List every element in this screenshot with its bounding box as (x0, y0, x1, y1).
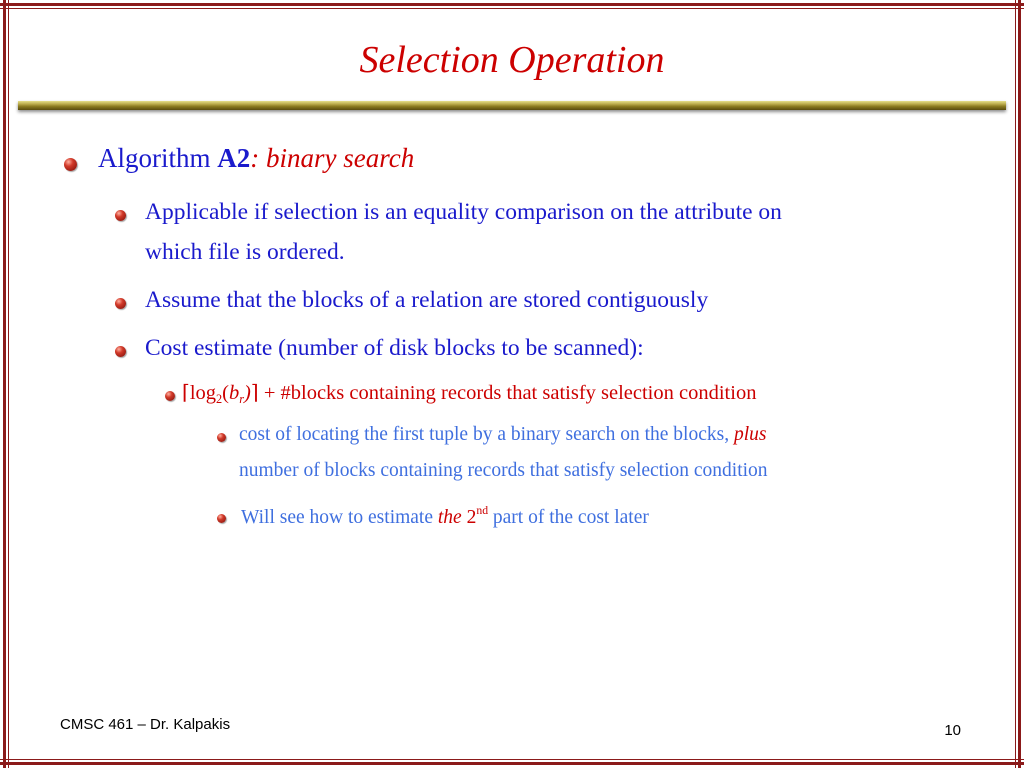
sub-bullet-applicable-line2: which file is ordered. (145, 239, 345, 265)
ceiling-right-symbol: ⌉ (250, 380, 259, 404)
formula-variable-subscript: r (239, 392, 245, 406)
algorithm-method: binary search (259, 143, 415, 173)
formula-open-paren: ( (222, 382, 229, 404)
bullet-icon (217, 433, 226, 442)
slide-border-bottom (0, 758, 1024, 768)
sub-bullet-contiguous: Assume that the blocks of a relation are stored contiguously (145, 287, 709, 313)
slide-border-top (0, 0, 1024, 10)
bullet-icon (115, 346, 126, 357)
bullet-icon (115, 298, 126, 309)
slide-number: 10 (944, 722, 961, 739)
algorithm-colon: : (250, 143, 260, 173)
formula-close-paren: ) (244, 382, 251, 404)
detail-binary-search-cost (239, 424, 766, 446)
formula-log-base: 2 (216, 392, 223, 406)
detail2-before: Will see how to estimate (241, 507, 438, 528)
detail2-ordinal: nd (476, 504, 489, 517)
formula-rest: + #blocks containing records that satisfy selection condition (258, 382, 757, 404)
cost-formula (182, 380, 756, 407)
algorithm-name: A2 (217, 143, 251, 173)
algorithm-label: Algorithm (98, 143, 218, 173)
title-divider (18, 101, 1006, 110)
bullet-algorithm-a2 (98, 143, 414, 174)
bullet-icon (115, 210, 126, 221)
detail-binary-search-cost-line2: number of blocks containing records that satisfy selection condition (239, 460, 768, 481)
formula-log: log (189, 382, 217, 404)
formula-variable: b (229, 382, 240, 404)
sub-bullet-applicable-line1: Applicable if selection is an equality comparison on the attribute on (145, 199, 782, 225)
ceiling-left-symbol: ⌈ (182, 380, 190, 404)
slide-title: Selection Operation (359, 39, 665, 81)
detail-estimate-later (241, 504, 649, 529)
bullet-icon (64, 158, 77, 171)
detail-line1-text: cost of locating the first tuple by a binary search on the blocks, (239, 424, 734, 445)
detail2-emphasis: the (437, 507, 462, 528)
sub-bullet-cost-estimate: Cost estimate (number of disk blocks to be scanned): (145, 335, 644, 361)
detail2-number: 2 (461, 507, 477, 528)
footer-course: CMSC 461 – Dr. Kalpakis (60, 716, 231, 733)
slide-border-left (0, 0, 10, 768)
slide-border-right (1014, 0, 1024, 768)
detail2-after: part of the cost later (488, 507, 649, 528)
detail-plus-emphasis: plus (733, 424, 767, 445)
bullet-icon (217, 514, 226, 523)
bullet-icon (165, 391, 175, 401)
